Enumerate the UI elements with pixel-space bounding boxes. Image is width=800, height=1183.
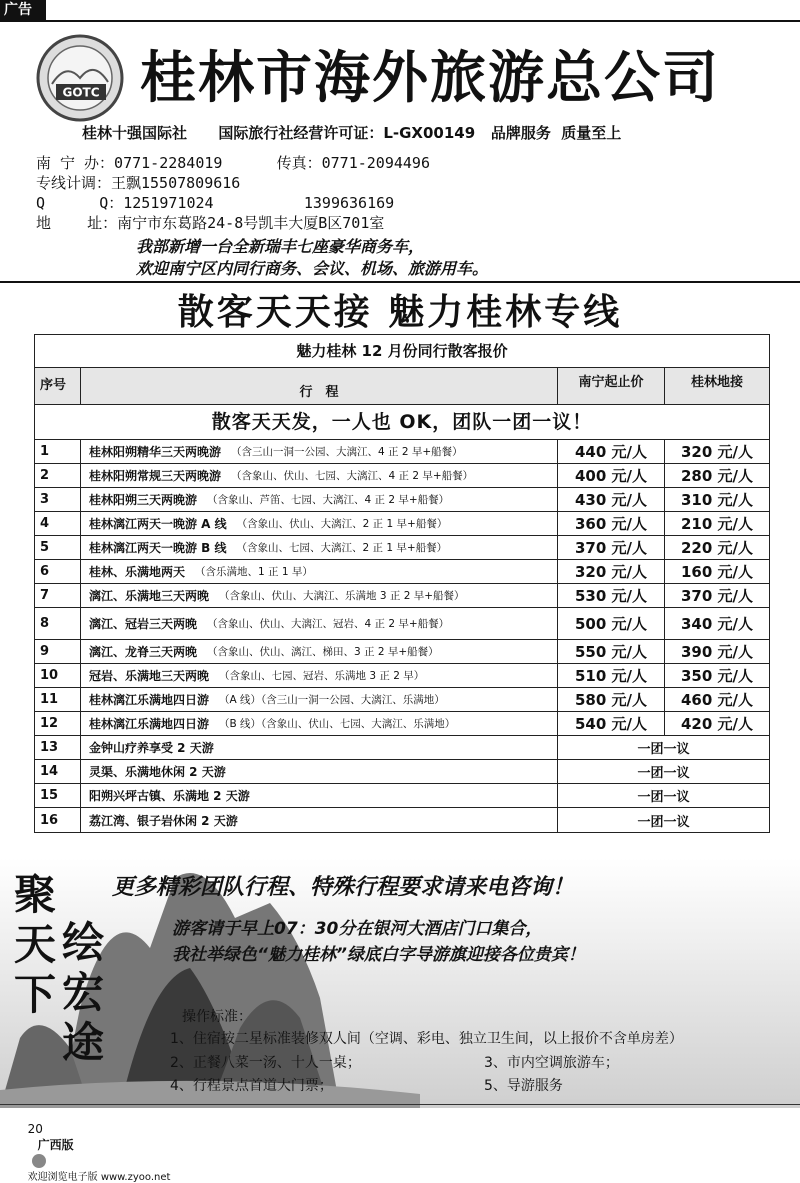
itinerary-details: （含乐满地、1 正 1 早） — [195, 566, 313, 578]
price-guilin: 390 元/人 — [680, 643, 753, 661]
footer-divider — [0, 1104, 800, 1105]
section-divider — [0, 281, 800, 283]
itinerary-details: （含象山、伏山、漓江、梯田、3 正 2 早+船餐） — [207, 646, 439, 658]
table-row — [35, 584, 769, 608]
row-number: 16 — [35, 808, 81, 832]
banner-headline: 散客天天接 魅力桂林专线 — [177, 292, 623, 333]
row-number: 6 — [35, 560, 81, 583]
itinerary-details: （含象山、伏山、大漓江、冠岩、4 正 2 早+船餐） — [207, 618, 450, 630]
row-number: 9 — [35, 640, 81, 663]
itinerary-name: 桂林阳朔三天两晚游 — [89, 493, 198, 507]
table-title: 魅力桂林 12 月份同行散客报价 — [35, 335, 769, 368]
row-number: 3 — [35, 488, 81, 511]
row-number: 15 — [35, 784, 81, 807]
itinerary-name: 漓江、龙脊三天两晚 — [89, 645, 198, 659]
row-itinerary — [81, 512, 557, 535]
company-logo — [34, 32, 126, 124]
price-nanning: 580 元/人 — [557, 688, 665, 711]
contact-qq: Q Q：1251971024 1399636169 — [36, 194, 395, 212]
itinerary-details: （含象山、伏山、七园、大漓江、4 正 2 早+船餐） — [231, 470, 474, 482]
itinerary-name: 灵渠、乐满地休闲 2 天游 — [89, 765, 226, 779]
contact-phone: 南 宁 办：0771-2284019 传真：0771-2094496 — [36, 154, 430, 172]
table-slogan: 散客天天发，一人也 OK，团队一团一议！ — [35, 405, 769, 440]
header-price-guilin: 桂林地接 — [690, 375, 743, 390]
row-number: 11 — [35, 688, 81, 711]
calligraphy-right: 绘宏途 — [62, 918, 105, 1067]
table-row — [35, 512, 769, 536]
price-guilin: 350 元/人 — [680, 667, 753, 685]
row-itinerary — [81, 608, 557, 639]
table-row — [35, 808, 769, 832]
price-nanning: 370 元/人 — [557, 536, 665, 559]
page-footer — [20, 1108, 170, 1183]
price-guilin: 340 元/人 — [680, 615, 753, 633]
row-number: 13 — [35, 736, 81, 759]
price-nanning: 440 元/人 — [557, 440, 665, 463]
table-row — [35, 464, 769, 488]
row-itinerary — [81, 488, 557, 511]
contact-planner: 专线计调：王飘15507809616 — [36, 174, 241, 192]
contact-address: 地 址：南宁市东葛路24-8号凯丰大厦B区701室 — [36, 214, 385, 232]
standard-item-2: 2、正餐八菜一汤、十人一桌； — [170, 1055, 361, 1071]
itinerary-name: 桂林漓江两天一晚游 A 线 — [89, 517, 227, 531]
row-itinerary — [81, 640, 557, 663]
edition-label: 广西版 — [37, 1138, 74, 1152]
price-nanning: 500 元/人 — [557, 608, 665, 639]
itinerary-name: 冠岩、乐满地三天两晚 — [89, 669, 210, 683]
row-number: 8 — [35, 608, 81, 639]
table-row — [35, 488, 769, 512]
price-negotiable: 一团一议 — [557, 808, 769, 832]
calligraphy-left: 聚天下 — [14, 870, 57, 1019]
itinerary-details: （含象山、芦笛、七园、大漓江、4 正 2 早+船餐） — [207, 494, 450, 506]
standard-item-3: 3、市内空调旅游车； — [484, 1055, 619, 1071]
row-itinerary — [81, 808, 557, 832]
row-number: 2 — [35, 464, 81, 487]
itinerary-details: （含象山、七园、冠岩、乐满地 3 正 2 早） — [219, 670, 425, 682]
notice-line-1: 我部新增一台全新瑞丰七座豪华商务车， — [136, 237, 425, 256]
price-guilin: 160 元/人 — [680, 563, 753, 581]
standards-title: 操作标准： — [182, 1009, 252, 1025]
company-slogan: 桂林十强国际社 国际旅行社经营许可证：L-GX00149 品牌服务 质量至上 — [82, 124, 622, 142]
callout-text: 更多精彩团队行程、特殊行程要求请来电咨询！ — [112, 875, 575, 900]
itinerary-details: （含三山一洞一公园、大漓江、4 正 2 早+船餐） — [231, 446, 463, 458]
itinerary-name: 桂林、乐满地两天 — [89, 565, 186, 579]
price-nanning: 550 元/人 — [557, 640, 665, 663]
row-itinerary — [81, 736, 557, 759]
itinerary-name: 桂林漓江乐满地四日游 — [89, 717, 210, 731]
table-row — [35, 784, 769, 808]
price-negotiable: 一团一议 — [557, 736, 769, 759]
row-itinerary — [81, 536, 557, 559]
price-nanning: 510 元/人 — [557, 664, 665, 687]
table-row — [35, 608, 769, 640]
price-nanning: 320 元/人 — [557, 560, 665, 583]
itinerary-name: 桂林阳朔常规三天两晚游 — [89, 469, 222, 483]
row-number: 1 — [35, 440, 81, 463]
company-name: 桂林市海外旅游总公司 — [140, 46, 720, 111]
site-link[interactable]: 欢迎浏览电子版 www.zyoo.net — [27, 1171, 171, 1183]
row-itinerary — [81, 688, 557, 711]
row-itinerary — [81, 712, 557, 735]
price-negotiable: 一团一议 — [557, 784, 769, 807]
row-itinerary — [81, 440, 557, 463]
row-itinerary — [81, 464, 557, 487]
table-row — [35, 664, 769, 688]
notice-line-2: 欢迎南宁区内同行商务、会议、机场、旅游用车。 — [136, 259, 489, 278]
edition-badge-icon — [32, 1154, 46, 1168]
table-row — [35, 688, 769, 712]
table-row — [35, 760, 769, 784]
itinerary-details: （B 线）（含象山、伏山、七园、大漓江、乐满地） — [219, 718, 456, 730]
itinerary-details: （含象山、七园、大漓江、2 正 1 早+船餐） — [236, 542, 448, 554]
itinerary-details: （含象山、伏山、大漓江、2 正 1 早+船餐） — [236, 518, 448, 530]
price-nanning: 400 元/人 — [557, 464, 665, 487]
price-table — [34, 334, 770, 833]
price-guilin: 280 元/人 — [680, 467, 753, 485]
standard-item-4: 4、行程景点首道大门票； — [170, 1078, 333, 1094]
table-row — [35, 440, 769, 464]
itinerary-name: 漓江、冠岩三天两晚 — [89, 617, 198, 631]
price-guilin: 420 元/人 — [680, 715, 753, 733]
page-number: 20 — [27, 1122, 43, 1136]
top-divider — [0, 20, 800, 22]
header-num: 序号 — [35, 368, 81, 404]
logo-text: GOTC — [62, 85, 100, 100]
price-nanning: 430 元/人 — [557, 488, 665, 511]
row-number: 14 — [35, 760, 81, 783]
header-price-nanning: 南宁起止价 — [557, 368, 665, 404]
price-guilin: 320 元/人 — [680, 443, 753, 461]
price-nanning: 540 元/人 — [557, 712, 665, 735]
price-nanning: 360 元/人 — [557, 512, 665, 535]
price-guilin: 310 元/人 — [680, 491, 753, 509]
row-itinerary — [81, 664, 557, 687]
itinerary-name: 桂林阳朔精华三天两晚游 — [89, 445, 222, 459]
table-row — [35, 640, 769, 664]
meeting-info-1: 游客请于早上07：30分在银河大酒店门口集合， — [172, 919, 543, 939]
row-itinerary — [81, 584, 557, 607]
table-header — [35, 368, 769, 405]
itinerary-name: 漓江、乐满地三天两晚 — [89, 589, 210, 603]
row-itinerary — [81, 760, 557, 783]
price-guilin: 460 元/人 — [680, 691, 753, 709]
itinerary-details: （A 线）（含三山一洞一公园、大漓江、乐满地） — [219, 694, 445, 706]
row-number: 7 — [35, 584, 81, 607]
table-body — [35, 440, 769, 832]
meeting-info-2: 我社举绿色“魅力桂林”绿底白字导游旗迎接各位贵宾！ — [172, 945, 585, 965]
itinerary-name: 荔江湾、银子岩休闲 2 天游 — [89, 813, 238, 828]
row-number: 10 — [35, 664, 81, 687]
itinerary-details: （含象山、伏山、大漓江、乐满地 3 正 2 早+船餐） — [219, 590, 465, 602]
ad-tag: 广告 — [0, 0, 46, 20]
row-itinerary — [81, 560, 557, 583]
header-trip: 行 程 — [299, 385, 339, 400]
price-negotiable: 一团一议 — [557, 760, 769, 783]
table-row — [35, 536, 769, 560]
standard-item-5: 5、导游服务 — [484, 1078, 563, 1094]
standard-item-1: 1、住宿按二星标准装修双人间（空调、彩电、独立卫生间，以上报价不含单房差） — [170, 1031, 683, 1047]
itinerary-name: 桂林漓江乐满地四日游 — [89, 693, 210, 707]
price-guilin: 210 元/人 — [680, 515, 753, 533]
table-row — [35, 560, 769, 584]
row-number: 5 — [35, 536, 81, 559]
itinerary-name: 阳朔兴坪古镇、乐满地 2 天游 — [89, 789, 250, 803]
row-number: 12 — [35, 712, 81, 735]
table-row — [35, 736, 769, 760]
price-guilin: 370 元/人 — [680, 587, 753, 605]
table-row — [35, 712, 769, 736]
itinerary-name: 桂林漓江两天一晚游 B 线 — [89, 541, 227, 555]
itinerary-name: 金钟山疗养享受 2 天游 — [89, 741, 214, 755]
row-itinerary — [81, 784, 557, 807]
row-number: 4 — [35, 512, 81, 535]
price-nanning: 530 元/人 — [557, 584, 665, 607]
price-guilin: 220 元/人 — [680, 539, 753, 557]
